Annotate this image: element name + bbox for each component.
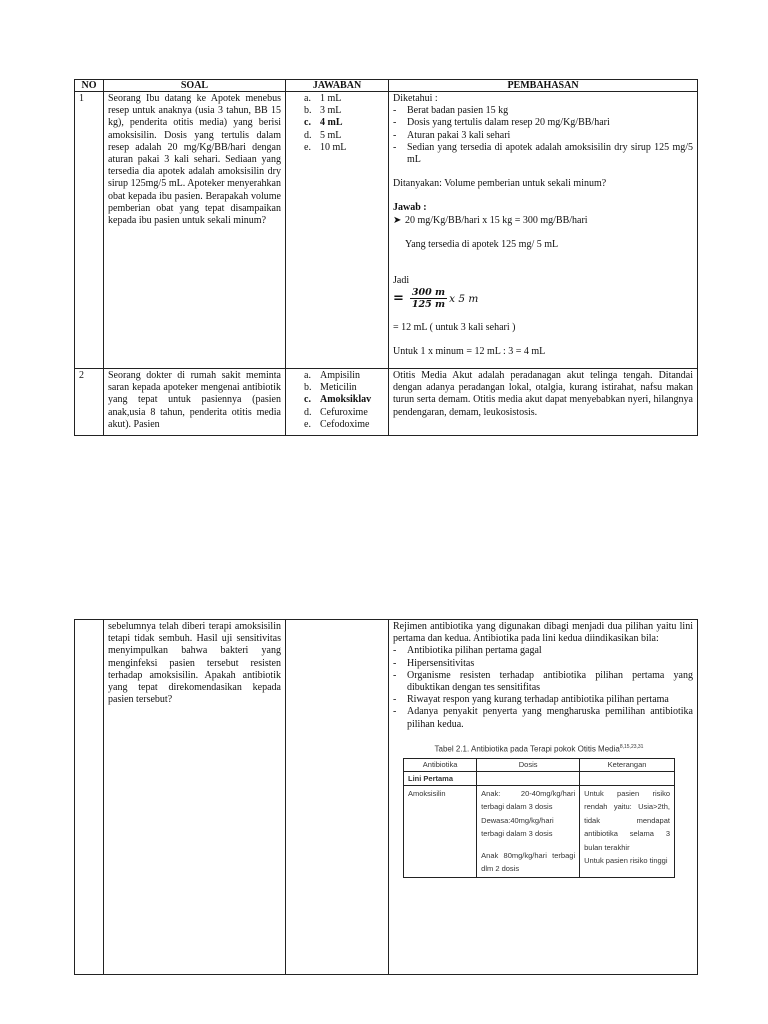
antibiotic-table-caption: Tabel 2.1. Antibiotika pada Terapi pokok Otitis Media$^{8,15,23,31}$ <box>434 743 644 754</box>
question-table-bottom <box>74 619 698 975</box>
list-item: - Organisme resisten terhadap antibiotika pilihan pertama yang dibuktikan dengan tes sensitifitas <box>393 669 693 694</box>
formula-equals: = <box>393 290 404 306</box>
header-pembahasan: PEMBAHASAN <box>389 80 698 92</box>
question-row-1 <box>75 92 698 369</box>
known-list <box>393 105 693 166</box>
question-text: Seorang Ibu datang ke Apotek menebus resep untuk anaknya (usia 3 tahun, BB 15 kg), penderita otitis media) yang berisi amoksisilin. Dosis yang tertulis dalam resep adalah 20 mg/Kg/BB/hari dengan aturan pakai 3 kali sehari. Sediaan yang tersedia dia apotek adalah amoksisilin dry sirup 125mg/5 mL. Apoteker menyerahkan obat kepada ibu pasien. Berapakah volume pemberian obat yang tepat disampaikan kepada ibu pasien untuk sekali minum? <box>104 92 286 369</box>
question-row-2-continued <box>75 620 698 975</box>
answer-options <box>286 92 389 369</box>
answer-options <box>286 369 389 436</box>
list-item: - Riwayat respon yang kurang terhadap antibiotika pilihan pertama <box>393 694 669 706</box>
discussion: Otitis Media Akut adalah peradanagan akut telinga tengah. Ditandai dengan adanya peradangan lokal, otalgia, kurang istirahat, nafsu makan turun serta demam. Otitis media akut dapat menyebabkan nyeri, hilangnya pendengaran, demam, leukosistosis. <box>389 369 698 436</box>
list-item: - Antibiotika pilihan pertama gagal <box>393 645 542 657</box>
formula-denominator: 125 m <box>411 299 446 311</box>
arrow-icon: ➤ <box>393 214 402 226</box>
answer-option: a. 1 mL <box>304 93 342 104</box>
list-item: - Adanya penyakit penyerta yang mengharuska pemilihan antibiotika pilihan kedua. <box>393 706 693 730</box>
answer-option: c. 4 mL <box>304 117 343 129</box>
answer-option: b. 3 mL <box>304 105 342 117</box>
known-label: Diketahui : <box>393 93 438 104</box>
question-number-empty <box>75 620 104 975</box>
question-number: 1 <box>75 92 104 369</box>
answer-option: c. Amoksiklav <box>304 394 372 406</box>
calc-text: 20 mg/Kg/BB/hari x 15 kg = 300 mg/BB/hari <box>405 214 588 226</box>
question-table-top <box>74 79 698 436</box>
list-item: - Hipersensitivitas <box>393 657 475 669</box>
question-text: sebelumnya telah diberi terapi amoksisilin tetapi tidak sembuh. Hasil uji sensitivitas menyimpulkan bahwa bakteri yang menginfeksi pasien tersebut resisten terhadap amoksisilin. Apakah antibiotik yang tepat direkomendasikan kepada pasien tersebut? <box>104 620 286 975</box>
formula-numerator: 300 m <box>411 287 446 299</box>
answer-options-empty <box>286 620 389 975</box>
list-item: - Aturan pakai 3 kali sehari <box>393 129 511 141</box>
answer-option: d. 5 mL <box>304 129 342 141</box>
discussion <box>389 92 698 369</box>
answer-option: e. Cefodoxime <box>304 418 370 430</box>
available-text: Yang tersedia di apotek 125 mg/ 5 mL <box>405 238 559 250</box>
answer-option: b. Meticilin <box>304 382 357 394</box>
list-item: - Sedian yang tersedia di apotek adalah amoksisilin dry sirup 125 mg/5 mL <box>393 141 693 166</box>
result-per-dose: Untuk 1 x minum = 12 mL : 3 = 4 mL <box>393 346 546 358</box>
antibiotic-table-row: Amoksisilin Anak: 20-40mg/kg/hari terbagi dalam 3 dosis Dewasa:40mg/kg/hari terbagi dalam 3 dosis Anak 80mg/kg/hari terbagi dlm 2 dosis Untuk pasien risiko rendah yaitu: Usia>2th, tidak mendapat antibiotika selama 3 bulan terakhir Untuk pasien risiko tinggi <box>404 785 675 877</box>
result-total: = 12 mL ( untuk 3 kali sehari ) <box>393 322 516 334</box>
question-number: 2 <box>75 369 104 436</box>
discussion <box>389 620 698 975</box>
header-no: NO <box>75 80 104 92</box>
answer-option: d. Cefuroxime <box>304 406 368 418</box>
header-jawaban: JAWABAN <box>286 80 389 92</box>
header-soal: SOAL <box>104 80 286 92</box>
so-label: Jadi <box>393 275 410 287</box>
header-row <box>75 80 698 92</box>
list-item: - Dosis yang tertulis dalam resep 20 mg/Kg/BB/hari <box>393 117 610 129</box>
formula <box>393 287 478 310</box>
answer-label: Jawab : <box>393 202 427 214</box>
calc-line <box>393 215 693 227</box>
formula-multiplier: x 5 m <box>449 292 479 305</box>
question-text: Seorang dokter di rumah sakit meminta saran kepada apoteker mengenai antibiotik yang tepat untuk pasiennya (pasien anak,usia 8 tahun, penderita otitis media akut). Pasien <box>104 369 286 436</box>
antibiotic-table-image <box>403 741 675 878</box>
antibiotic-table-section: Lini Pertama <box>404 771 675 785</box>
answer-option: a. Ampisilin <box>304 370 361 381</box>
asked-text: Ditanyakan: Volume pemberian untuk sekali minum? <box>393 178 607 190</box>
list-item: - Berat badan pasien 15 kg <box>393 105 509 117</box>
second-line-indications <box>393 645 693 730</box>
question-row-2 <box>75 369 698 436</box>
regimen-text: Rejimen antibiotika yang digunakan dibagi menjadi dua pilihan yaitu lini pertama dan kedua. Antibiotika pada lini kedua diindikasikan bila: <box>393 621 693 645</box>
answer-option: e. 10 mL <box>304 141 347 153</box>
antibiotic-table-header: Antibiotika Dosis Keterangan <box>404 758 675 771</box>
